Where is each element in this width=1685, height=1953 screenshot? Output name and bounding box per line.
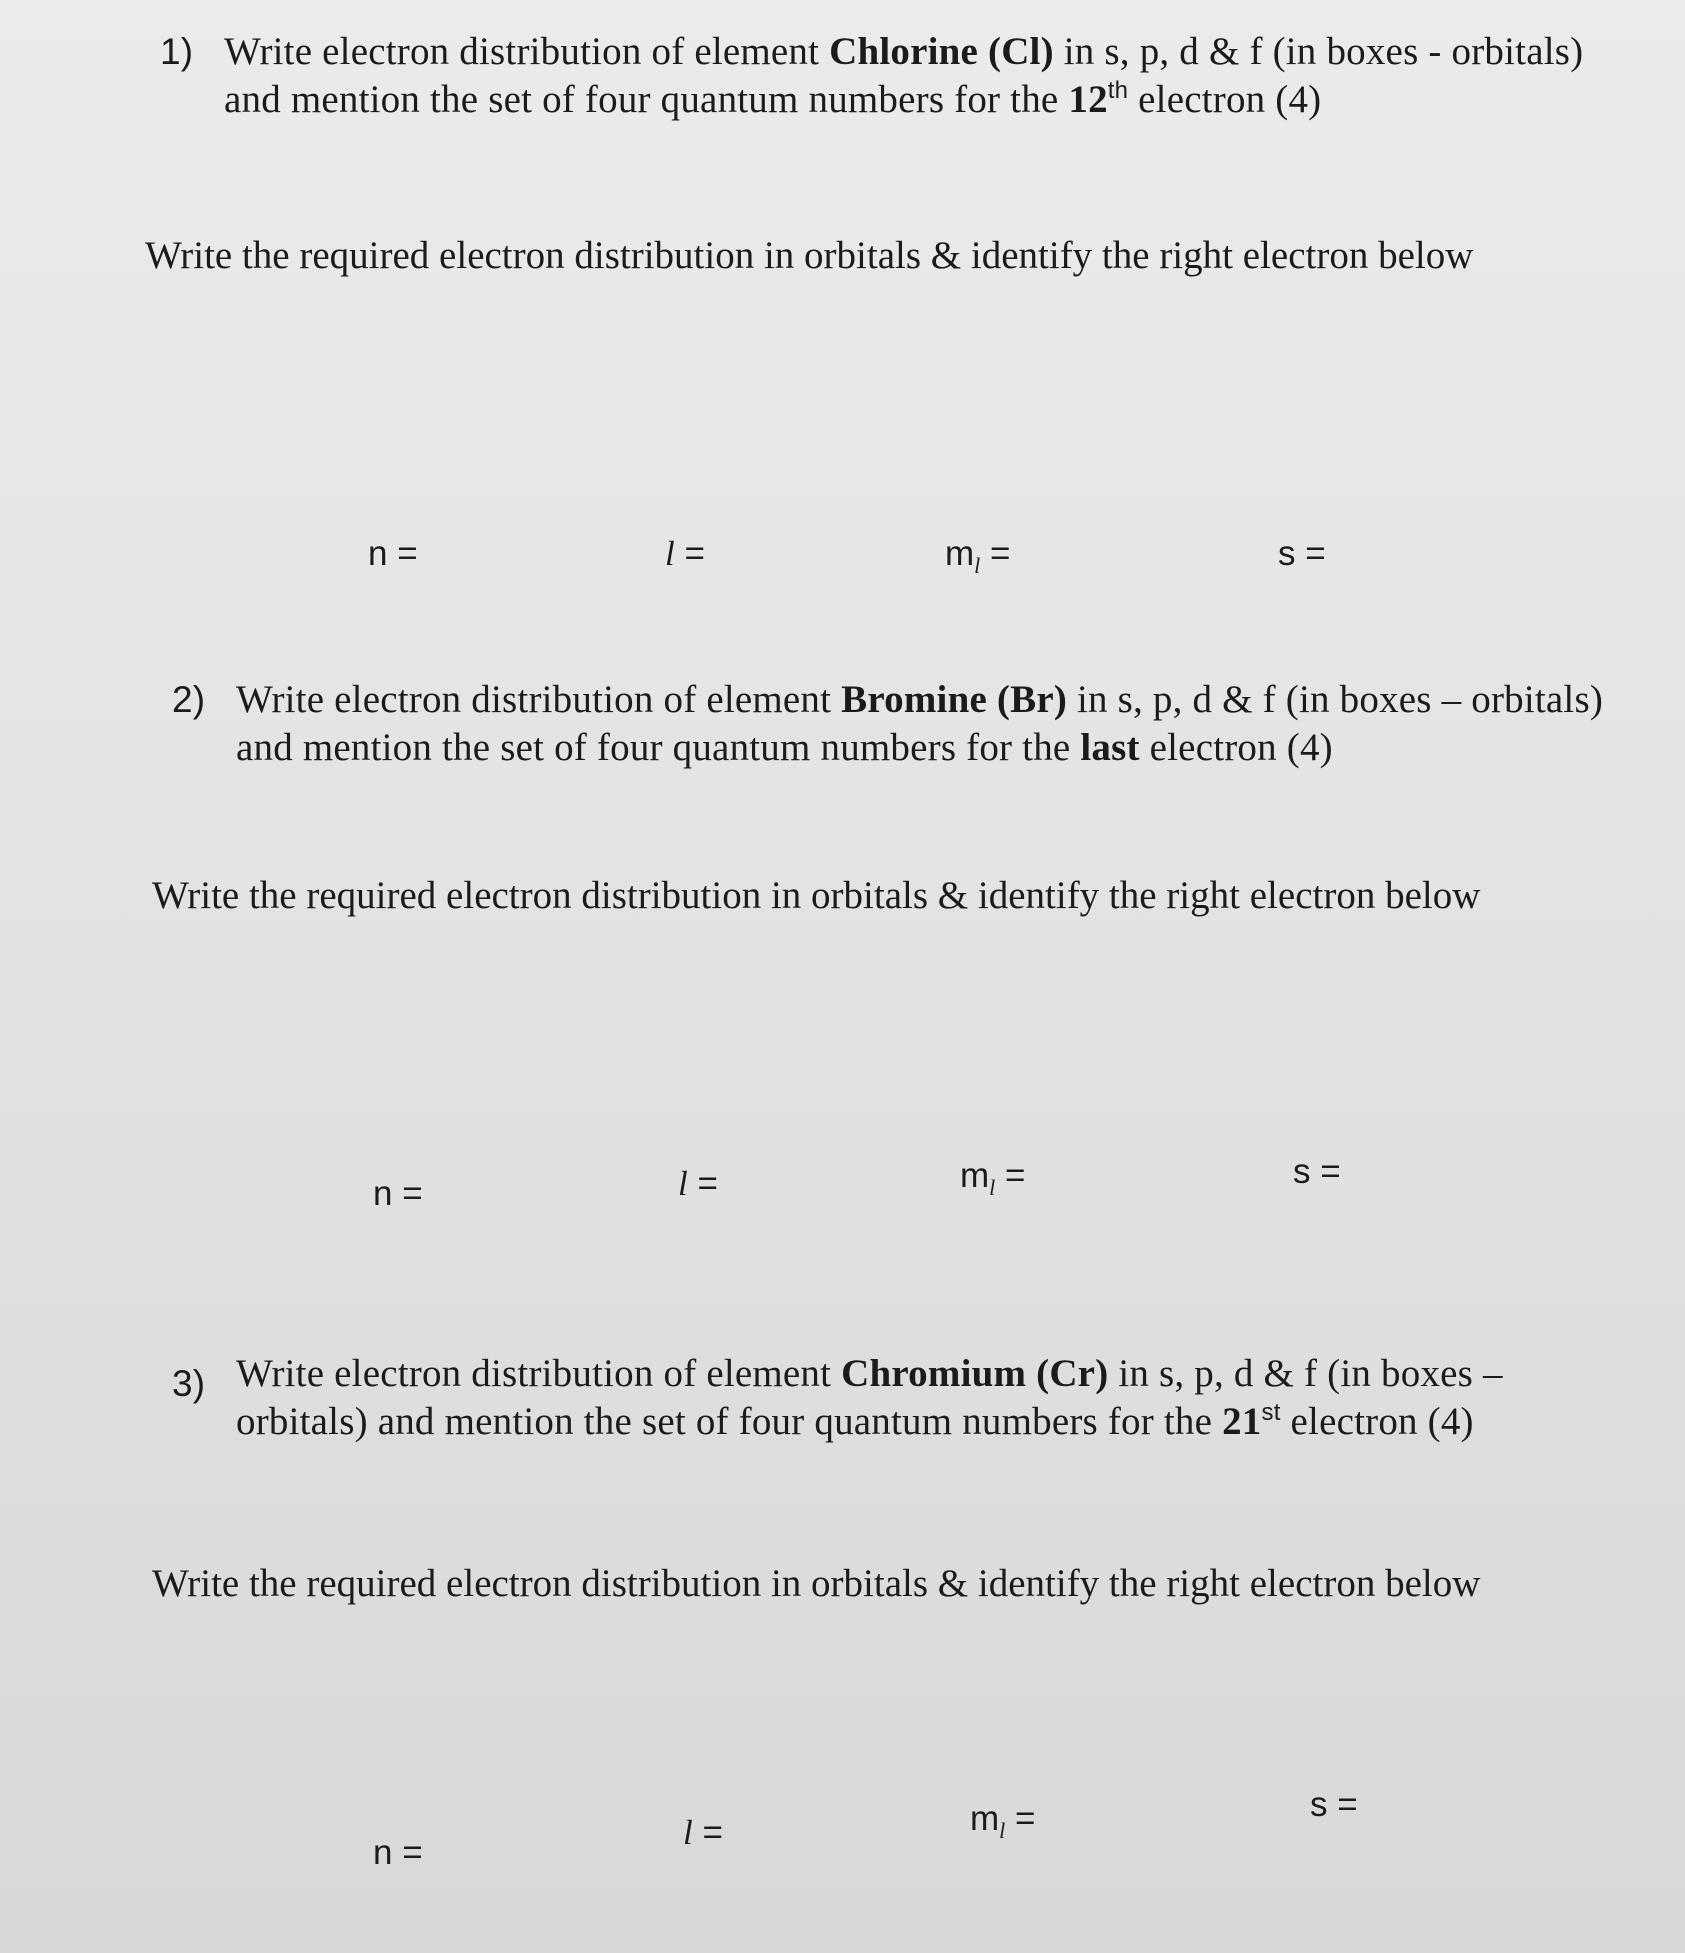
- question-3: [172, 1350, 1582, 1446]
- question-2: [172, 676, 1642, 772]
- instruction-1: Write the required electron distribution in orbitals & identify the right electron below: [145, 234, 1474, 277]
- question-text: Write electron distribution of element Bromine (Br) in s, p, d & f (in boxes – orbitals) and mention the set of four quantum numbers for the last electron (4): [236, 678, 1604, 769]
- question-number: 1): [160, 31, 194, 72]
- quantum-numbers-row-3: [0, 1785, 1685, 1885]
- ml-label: $m_l$ =: [945, 534, 1011, 578]
- n-label: n =: [368, 534, 418, 573]
- element-name: Bromine (Br): [841, 678, 1068, 721]
- element-name: Chromium (Cr): [841, 1352, 1109, 1395]
- question-text: Write electron distribution of element Chromium (Cr) in s, p, d & f (in boxes – orbitals) and mention the set of four quantum numbers for the 21st electron (4): [236, 1352, 1503, 1443]
- n-label: n =: [373, 1174, 423, 1213]
- question-1: [160, 28, 1630, 124]
- ml-label: $m_l$ =: [960, 1156, 1026, 1200]
- s-label: s =: [1310, 1785, 1358, 1824]
- question-text: Write electron distribution of element Chlorine (Cl) in s, p, d & f (in boxes - orbitals) and mention the set of four quantum numbers for the 12th electron (4): [224, 30, 1584, 121]
- question-number: 3): [172, 1363, 206, 1404]
- l-label: l =: [683, 1813, 723, 1852]
- l-label: l =: [665, 534, 705, 573]
- ml-label: $m_l$ =: [970, 1799, 1036, 1843]
- instruction-2: Write the required electron distribution in orbitals & identify the right electron below: [152, 874, 1481, 917]
- question-number: 2): [172, 679, 206, 720]
- quantum-numbers-row-2: [0, 1152, 1685, 1230]
- s-label: s =: [1293, 1152, 1341, 1191]
- quantum-numbers-row-1: [0, 534, 1685, 594]
- element-name: Chlorine (Cl): [829, 30, 1054, 73]
- l-label: l =: [678, 1164, 718, 1203]
- s-label: s =: [1278, 534, 1326, 573]
- n-label: n =: [373, 1833, 423, 1872]
- instruction-3: Write the required electron distribution in orbitals & identify the right electron below: [152, 1562, 1481, 1605]
